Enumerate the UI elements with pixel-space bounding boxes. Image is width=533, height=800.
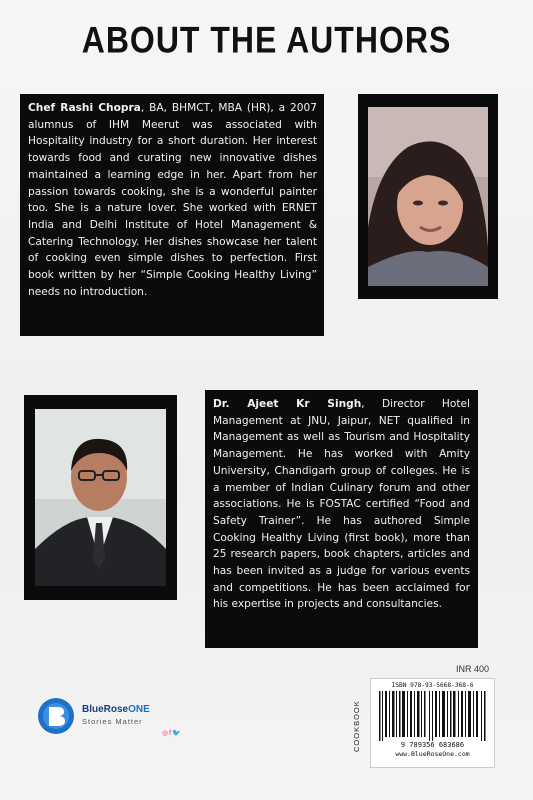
barcode bbox=[370, 678, 495, 768]
portrait-woman-image bbox=[368, 107, 488, 286]
bluerose-logo-icon bbox=[36, 696, 76, 736]
author-photo-rashi-chopra bbox=[358, 94, 498, 299]
social-icons: ◎f🐦 bbox=[162, 730, 182, 737]
portrait-man-image bbox=[35, 409, 166, 586]
category-label: COOKBOOK bbox=[352, 700, 361, 752]
price-label: INR 400 bbox=[455, 664, 489, 674]
author-bio-text: , BA, BHMCT, MBA (HR), a 2007 alumnus of IHM Meerut was associated with Hospitality industry for a short duration. Her interest towards food and curating new innovative dishes maintained a learning edge in her. Apart from her passion towards cooking, she is a wonderful painter too. She is a nature lover. She worked with ERNET India and Delhi Institute of Hotel Management & Catering Technology. Her dishes showcase her talent of cooking even simple dishes to perfection. First book written by her “Simple Cooking Healthy Living” needs no introduction. bbox=[28, 102, 317, 298]
barcode-icon bbox=[377, 691, 489, 741]
author-bio-text: , Director Hotel Management at JNU, Jaipur, NET qualified in Management as well as Tourism and Hospitality Management. He has worked with Amity University, Chandigarh group of colleges. He is a member of Indian Culinary forum and other associations. He is FOSTAC certified “Food and Safety Trainer”. He has authored Simple Cooking Healthy Living (first book), more than 25 research papers, book chapters, articles and has been invited as a judge for various events and competitions. He has been acclaimed for his expertise in projects and consultancies. bbox=[213, 398, 470, 611]
page-title: ABOUT THE AUTHORS bbox=[81, 19, 452, 61]
author-name: Chef Rashi Chopra bbox=[28, 102, 141, 114]
publisher-logo bbox=[36, 696, 196, 738]
barcode-digits: 9 789356 683686 bbox=[400, 741, 465, 749]
publisher-name: BlueRoseONE bbox=[82, 704, 150, 715]
author-name: Dr. Ajeet Kr Singh bbox=[213, 398, 362, 410]
publisher-tagline: Stories Matter bbox=[82, 717, 143, 726]
publisher-website: www.BlueRoseOne.com bbox=[395, 750, 470, 758]
author-bio-ajeet-singh bbox=[205, 390, 478, 648]
author-photo-ajeet-singh bbox=[24, 395, 177, 600]
isbn-text: ISBN 978-93-5668-368-6 bbox=[391, 682, 474, 689]
author-bio-rashi-chopra bbox=[20, 94, 324, 336]
